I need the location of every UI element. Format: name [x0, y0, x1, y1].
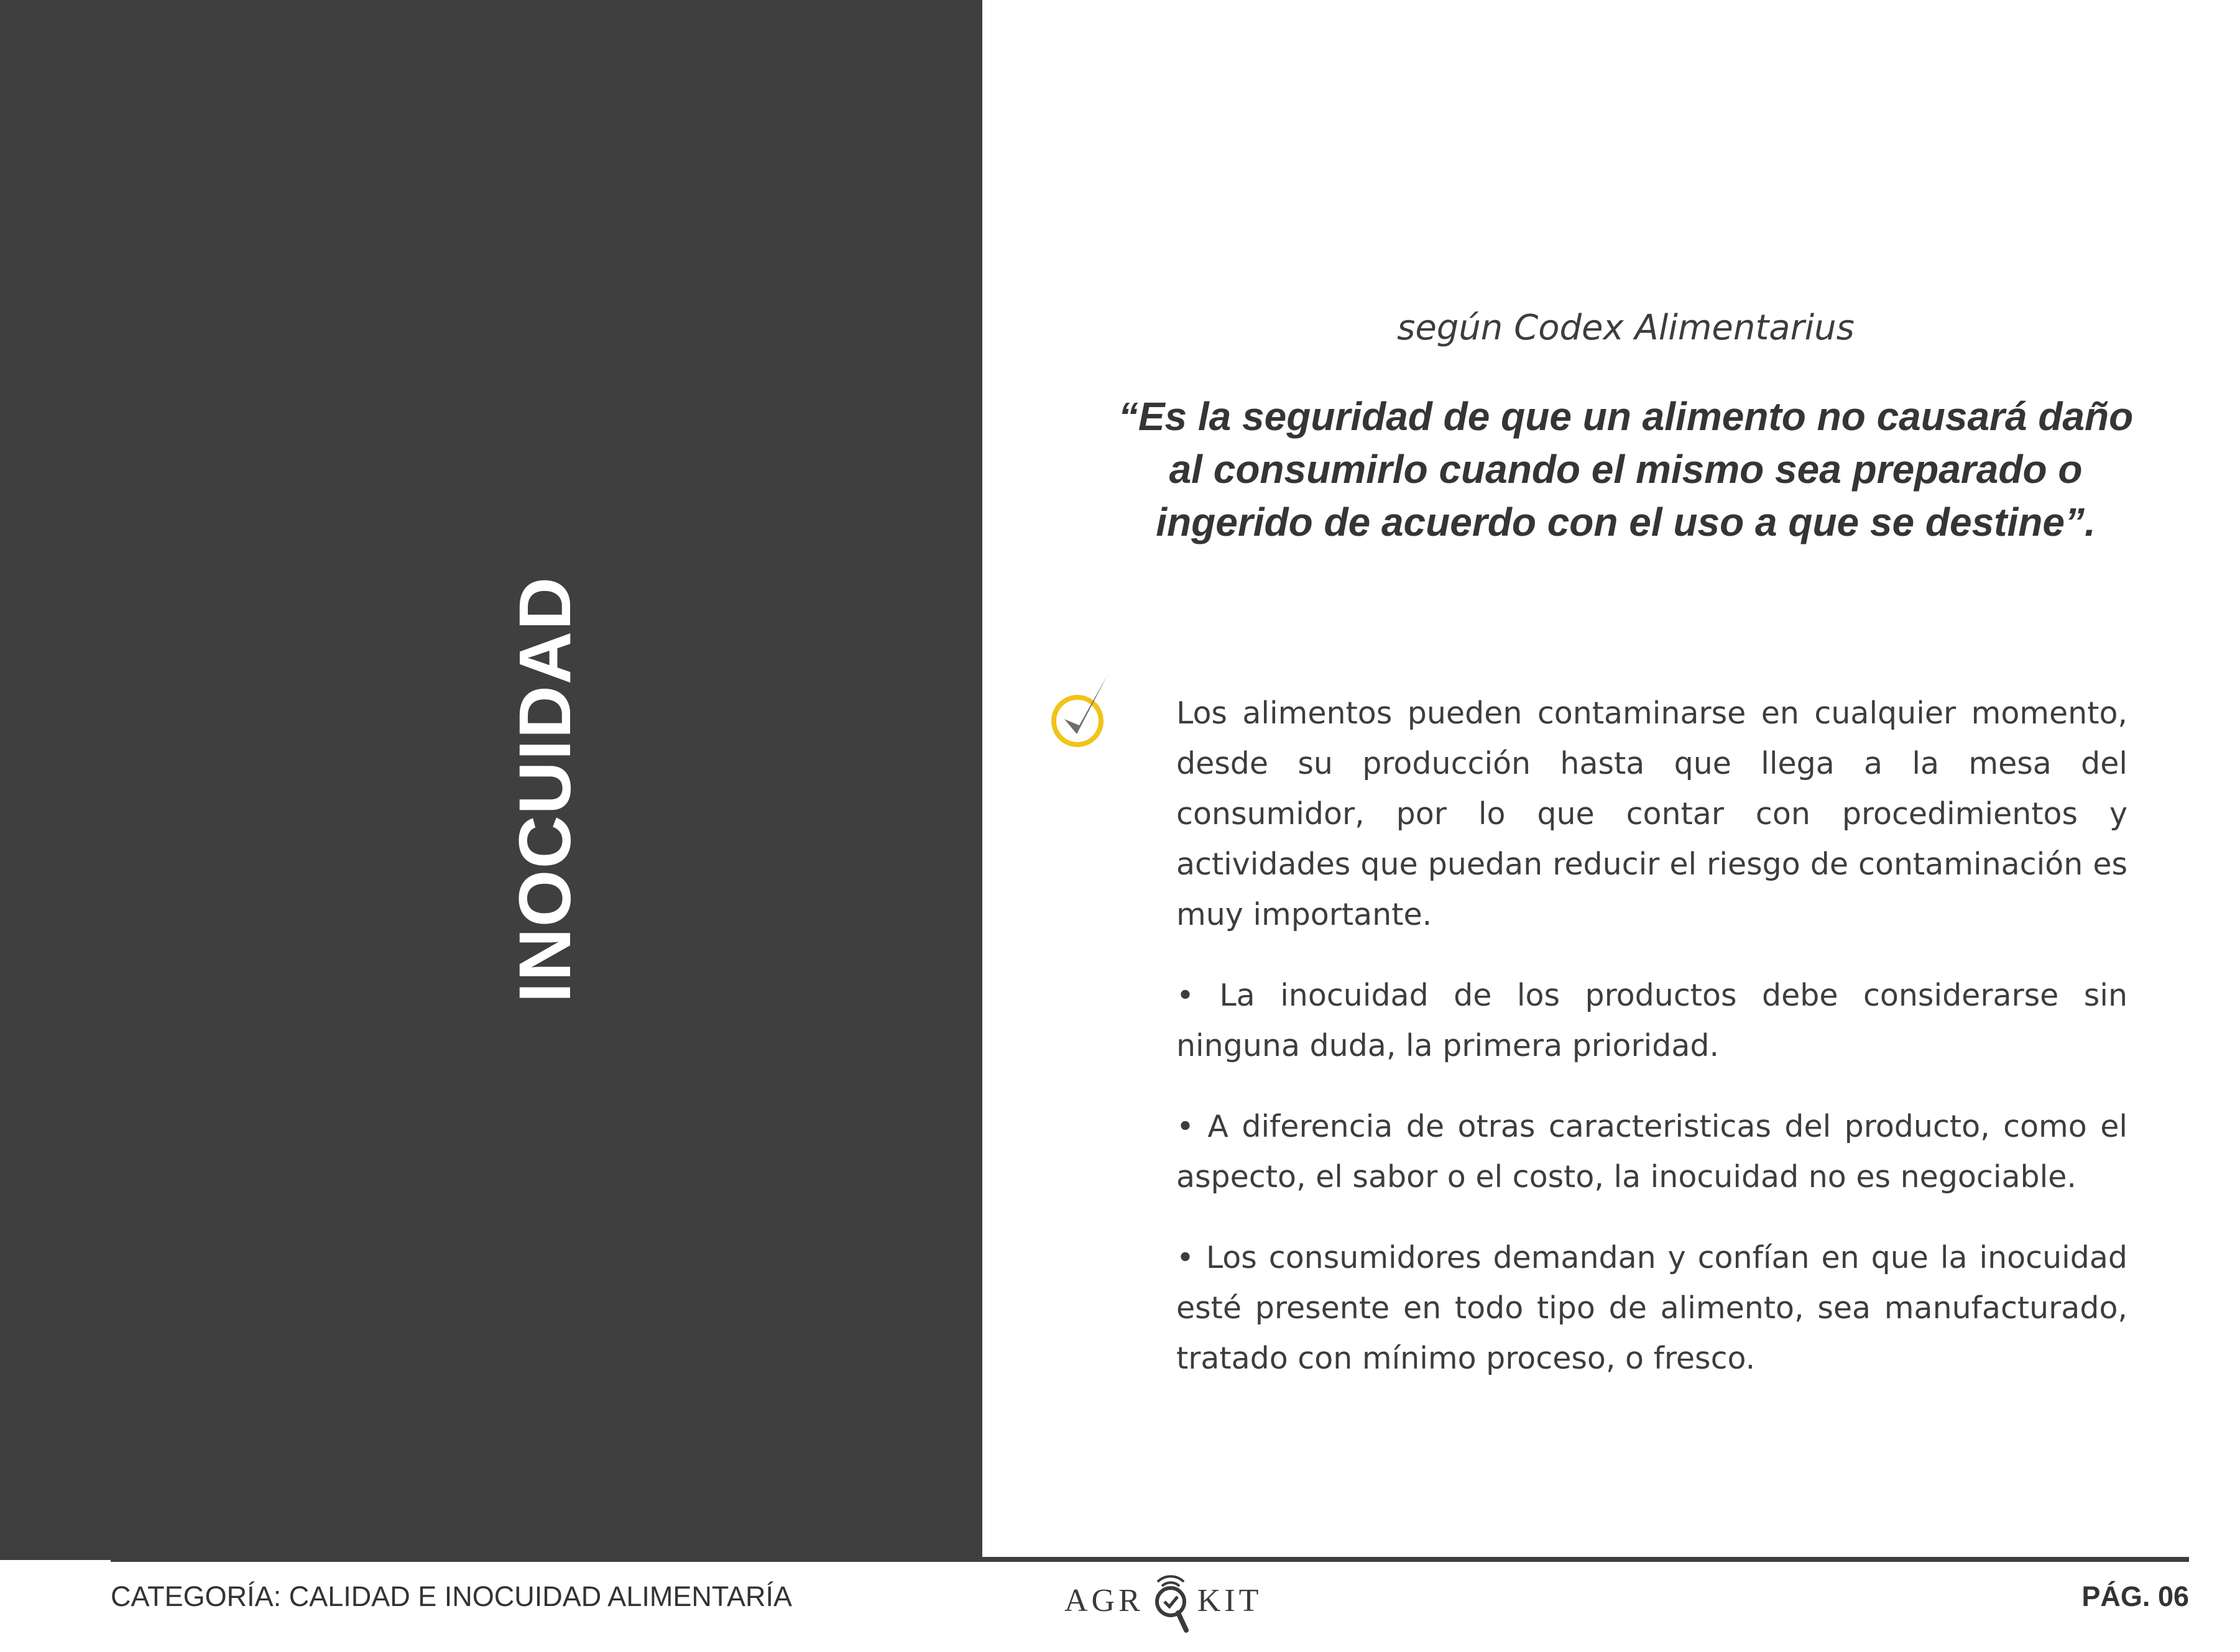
side-panel: [0, 0, 982, 1560]
source-line: según Codex Alimentarius: [1397, 308, 1855, 348]
agrokit-logo: [1064, 1563, 1262, 1638]
section-title: INOCUIDAD: [504, 576, 586, 1003]
body-text: [1176, 688, 2127, 1414]
bullet-item: • La inocuidad de los productos debe considerarse sin ninguna duda, la primera prioridad.: [1176, 978, 2127, 1063]
magnifier-check-icon: [1145, 1563, 1196, 1638]
bullet-item: • A diferencia de otras caracteristicas del producto, como el aspecto, el sabor o el costo, la inocuidad no es negociable.: [1176, 1109, 2127, 1195]
footer-divider: [111, 1557, 2189, 1562]
logo-text-right: KIT: [1197, 1582, 1263, 1618]
definition-quote: “Es la seguridad de que un alimento no causará daño al consumirlo cuando el mismo sea preparado o ingerido de acuerdo con el uso a que se destine”.: [1118, 394, 2134, 544]
bullet-item: • Los consumidores demandan y confían en que la inocuidad esté presente en todo tipo de alimento, sea manufacturado, tratado con mínimo proceso, o fresco.: [1176, 1240, 2127, 1376]
footer-category: CATEGORÍA: CALIDAD E INOCUIDAD ALIMENTARÍA: [111, 1581, 793, 1612]
check-circle-icon: [1051, 668, 1119, 755]
paragraph-intro: Los alimentos pueden contaminarse en cualquier momento, desde su producción hasta que llega a la mesa del consumidor, por lo que contar con procedimientos y actividades que puedan reducir el riesgo de contaminación es muy importante.: [1176, 695, 2127, 932]
page-number: PÁG. 06: [2081, 1581, 2189, 1612]
logo-text-left: AGR: [1064, 1582, 1144, 1618]
